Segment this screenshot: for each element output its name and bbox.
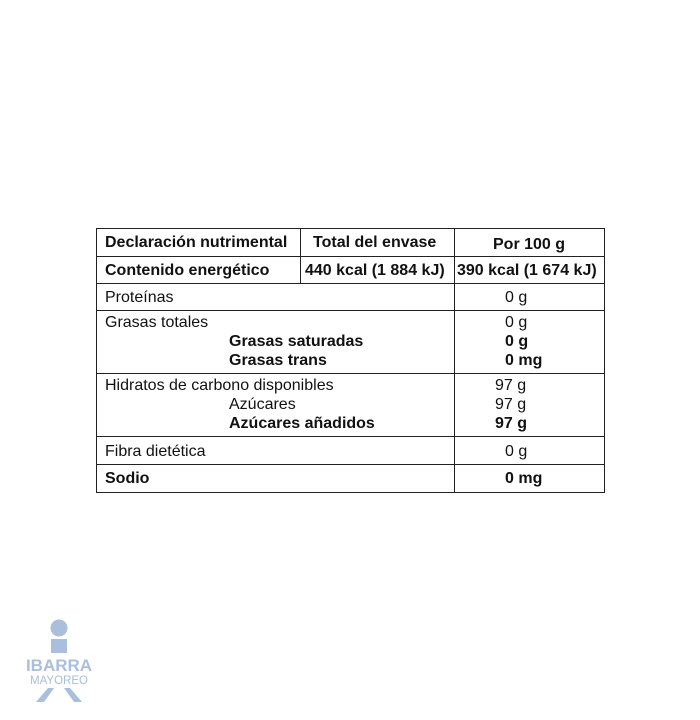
fats-value: 0 g [505, 314, 528, 331]
sugars-label: Azúcares [229, 396, 296, 413]
divider [454, 257, 455, 283]
logo-head-icon [51, 620, 68, 637]
proteins-value: 0 g [505, 289, 528, 306]
divider [454, 284, 455, 310]
trans-fat-value: 0 mg [505, 352, 543, 369]
energy-per100: 390 kcal (1 674 kJ) [457, 262, 597, 279]
fiber-label: Fibra dietética [105, 443, 206, 460]
table-row-fiber [97, 437, 604, 465]
nutrition-table [96, 228, 605, 493]
logo-legs-shape [36, 688, 54, 702]
table-header-row [97, 229, 604, 257]
proteins-label: Proteínas [105, 289, 174, 306]
added-sugars-label: Azúcares añadidos [229, 415, 375, 432]
logo-wordmark-mayoreo: MAYOREO [30, 675, 88, 687]
carbs-value: 97 g [495, 377, 527, 394]
divider [454, 437, 455, 464]
table-row-proteins [97, 284, 604, 311]
header-total-envase: Total del envase [313, 234, 437, 251]
header-por-100g: Por 100 g [493, 236, 566, 253]
table-row-fats [97, 311, 604, 374]
divider [454, 229, 455, 256]
sugars-value: 97 g [495, 396, 527, 413]
divider [300, 229, 301, 256]
divider [454, 465, 455, 492]
sodium-label: Sodio [105, 470, 150, 487]
trans-fat-label: Grasas trans [229, 352, 327, 369]
table-row-sodium [97, 465, 604, 492]
saturated-fat-value: 0 g [505, 333, 529, 350]
fats-label: Grasas totales [105, 314, 209, 331]
header-declaracion: Declaración nutrimental [105, 234, 288, 251]
logo-legs-shape [64, 688, 82, 702]
logo-body-shape [51, 639, 67, 653]
table-row-energy [97, 257, 604, 284]
carbs-label: Hidratos de carbono disponibles [105, 377, 334, 394]
energy-total: 440 kcal (1 884 kJ) [305, 262, 445, 279]
divider [454, 311, 455, 373]
added-sugars-value: 97 g [495, 415, 528, 432]
saturated-fat-label: Grasas saturadas [229, 333, 364, 350]
sodium-value: 0 mg [505, 470, 543, 487]
logo-wordmark-ibarra: IBARRA [25, 656, 93, 675]
ibarra-mayoreo-logo [18, 618, 104, 702]
divider [454, 374, 455, 436]
table-row-carbs [97, 374, 604, 437]
energy-label: Contenido energético [105, 262, 270, 279]
fiber-value: 0 g [505, 443, 528, 460]
divider [300, 257, 301, 283]
